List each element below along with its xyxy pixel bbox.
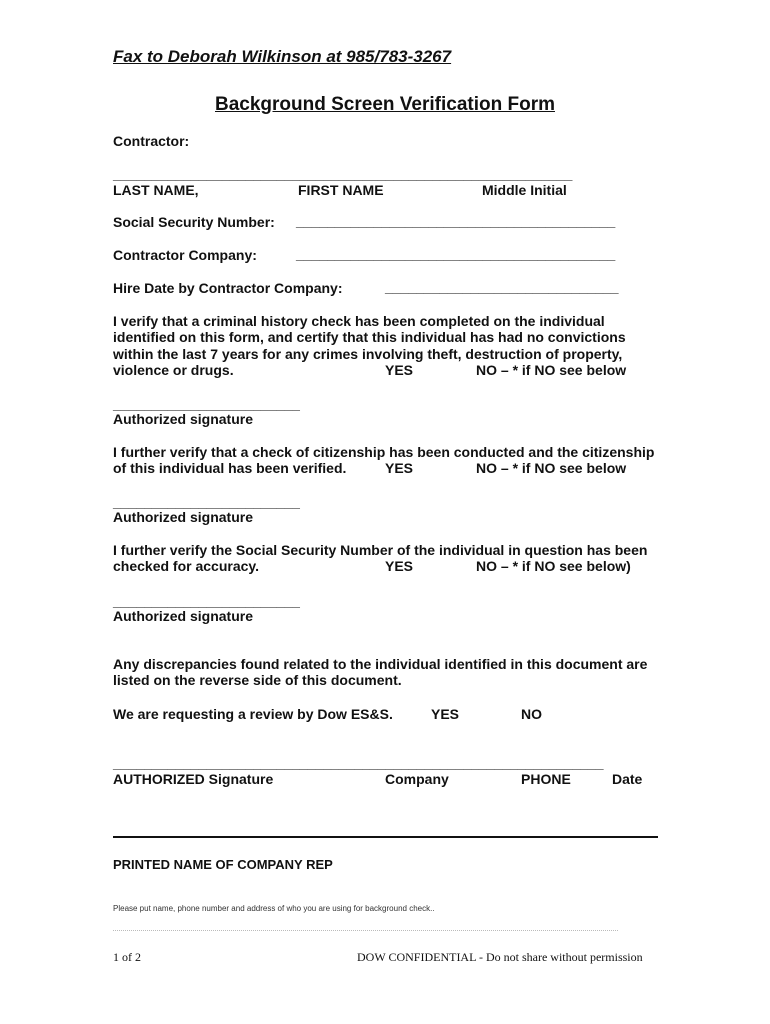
note-dotted-line[interactable] — [113, 930, 618, 931]
phone-caption: PHONE — [521, 771, 571, 787]
citizenship-no-option[interactable]: NO – * if NO see below — [476, 460, 627, 476]
authorized-signature-caption: AUTHORIZED Signature — [113, 771, 274, 787]
ssn-check-yes-option[interactable]: YES — [385, 558, 414, 574]
page-number: 1 of 2 — [113, 950, 141, 964]
contractor-company-label: Contractor Company: — [113, 247, 257, 263]
ssn-label: Social Security Number: — [113, 214, 275, 230]
authorized-signature-line[interactable]: _______________________________________________________________ — [113, 755, 604, 771]
signature-line-2[interactable]: ________________________ — [113, 494, 300, 510]
citizenship-line-2: of this individual has been verified. — [113, 460, 347, 477]
criminal-line-3: within the last 7 years for any crimes involving theft, destruction of property, — [113, 345, 623, 362]
citizenship-yes-option[interactable]: YES — [385, 460, 414, 476]
ssn-check-line-1: I further verify the Social Security Number of the individual in question has been — [113, 542, 648, 558]
authorized-signature-label-3: Authorized signature — [113, 608, 254, 624]
ssn-check-no-option[interactable]: NO – * if NO see below) — [476, 558, 631, 574]
criminal-yes-option[interactable]: YES — [385, 362, 414, 378]
hire-date-label: Hire Date by Contractor Company: — [113, 280, 343, 296]
printed-name-label: PRINTED NAME OF COMPANY REP — [113, 857, 333, 872]
authorized-signature-label-1: Authorized signature — [113, 411, 254, 427]
background-check-note: Please put name, phone number and address of who you are using for background check.. — [113, 904, 435, 913]
confidential-notice: DOW CONFIDENTIAL - Do not share without permission — [357, 950, 643, 964]
company-caption: Company — [385, 771, 449, 787]
discrepancies-paragraph — [113, 656, 673, 689]
ssn-check-line-2: checked for accuracy. — [113, 558, 260, 575]
criminal-line-4: violence or drugs. — [113, 362, 234, 379]
printed-name-rule[interactable] — [113, 836, 658, 838]
signature-line-1[interactable]: ________________________ — [113, 396, 300, 412]
date-caption: Date — [612, 771, 643, 787]
criminal-no-option[interactable]: NO – * if NO see below — [476, 362, 627, 378]
review-yes-option[interactable]: YES — [431, 706, 460, 722]
first-name-label: FIRST NAME — [298, 182, 384, 198]
discrepancies-line-2: listed on the reverse side of this document. — [113, 672, 402, 689]
discrepancies-line-1: Any discrepancies found related to the individual identified in this document are — [113, 656, 648, 672]
hire-date-line[interactable]: ______________________________ — [385, 279, 619, 295]
authorized-signature-label-2: Authorized signature — [113, 509, 254, 525]
citizenship-line-1: I further verify that a check of citizenship has been conducted and the citizenship — [113, 444, 655, 460]
form-title: Background Screen Verification Form — [215, 94, 555, 115]
contractor-label: Contractor: — [113, 133, 190, 149]
middle-initial-label: Middle Initial — [482, 182, 567, 198]
signature-line-3[interactable]: ________________________ — [113, 593, 300, 609]
ssn-line[interactable]: _________________________________________ — [296, 213, 616, 229]
contractor-company-line[interactable]: _________________________________________ — [296, 246, 616, 262]
fax-line: Fax to Deborah Wilkinson at 985/783-3267 — [113, 47, 452, 66]
review-no-option[interactable]: NO — [521, 706, 542, 722]
contractor-name-line[interactable]: ___________________________________________________________ — [113, 166, 573, 182]
criminal-line-2: identified on this form, and certify that this individual has had no convictions — [113, 329, 626, 346]
review-request-text: We are requesting a review by Dow ES&S. — [113, 706, 393, 722]
criminal-line-1: I verify that a criminal history check has been completed on the individual — [113, 313, 605, 329]
last-name-label: LAST NAME, — [113, 182, 199, 198]
